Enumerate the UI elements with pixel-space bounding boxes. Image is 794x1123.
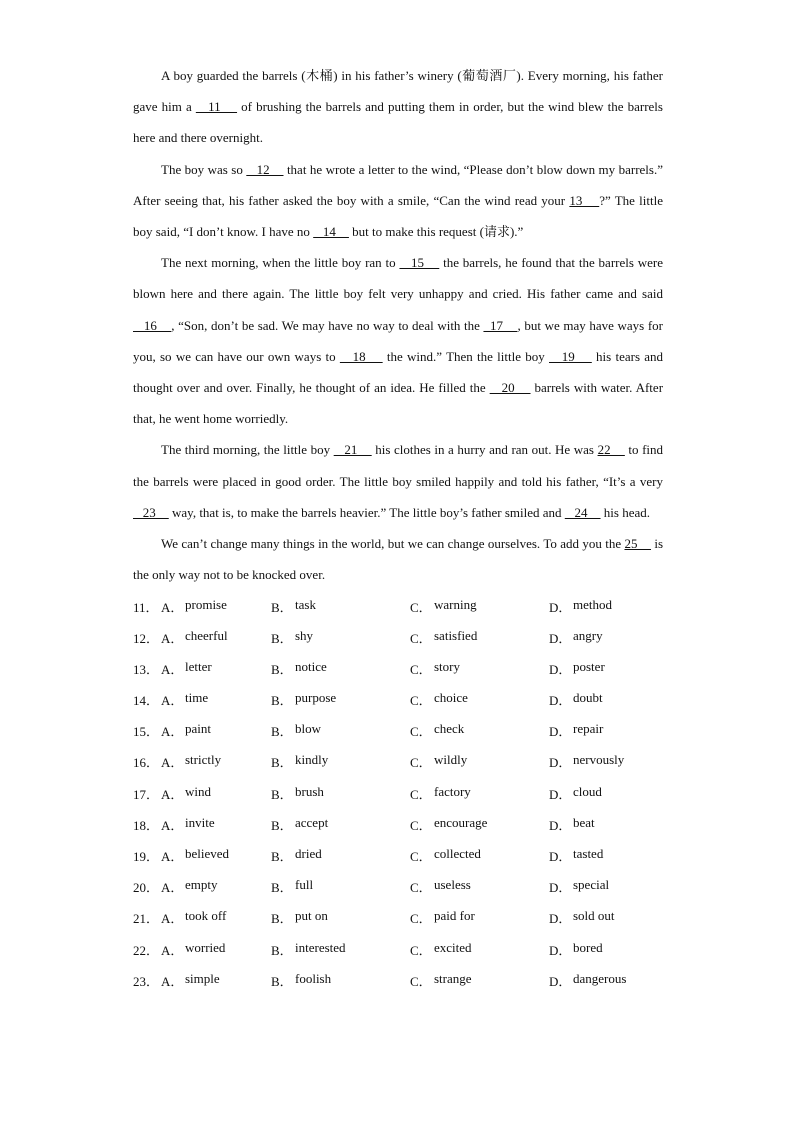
option-text: dangerous xyxy=(573,970,627,986)
option-letter: C． xyxy=(410,693,432,709)
question-number: 20． xyxy=(133,880,160,896)
option-text: doubt xyxy=(573,690,603,706)
question-row xyxy=(133,590,663,621)
option-b xyxy=(271,721,410,740)
passage-text: , but we may have ways for you, so we can have our own ways to xyxy=(133,317,663,364)
question-row xyxy=(133,715,663,746)
blank-21: 21 xyxy=(333,442,372,458)
question-row xyxy=(133,746,663,777)
option-letter: A． xyxy=(161,973,184,989)
option-text: paid for xyxy=(434,908,475,924)
option-letter: B． xyxy=(271,630,293,646)
option-text: check xyxy=(434,721,465,737)
option-letter: B． xyxy=(271,911,293,927)
option-a xyxy=(161,815,271,834)
option-letter: B． xyxy=(271,942,293,958)
blank-20: 20 xyxy=(489,380,531,396)
option-text: simple xyxy=(185,970,220,986)
option-text: collected xyxy=(434,846,481,862)
option-a xyxy=(161,784,271,803)
option-c xyxy=(410,690,549,709)
option-letter: A． xyxy=(161,786,184,802)
question-row xyxy=(133,840,663,871)
option-text: nervously xyxy=(573,752,625,768)
option-d xyxy=(549,597,659,616)
option-letter: C． xyxy=(410,786,432,802)
option-b xyxy=(271,628,410,647)
option-text: method xyxy=(573,596,612,612)
blank-14: 14 xyxy=(313,224,349,240)
option-letter: D． xyxy=(549,630,572,646)
option-letter: A． xyxy=(161,817,184,833)
option-text: full xyxy=(295,877,314,893)
option-a xyxy=(161,971,271,990)
passage-text: of brushing the barrels and putting them in order, but the wind blew the barrels here and there overnight. xyxy=(133,99,663,146)
option-letter: D． xyxy=(549,942,572,958)
option-a xyxy=(161,721,271,740)
question-row xyxy=(133,871,663,902)
option-letter: D． xyxy=(549,973,572,989)
question-number: 19． xyxy=(133,849,160,865)
answer-options xyxy=(133,590,663,995)
option-letter: B． xyxy=(271,880,293,896)
question-row xyxy=(133,684,663,715)
option-letter: D． xyxy=(549,661,572,677)
option-letter: D． xyxy=(549,693,572,709)
option-d xyxy=(549,877,659,896)
passage-text: ?” The little boy said, “I don’t know. I have no xyxy=(133,192,663,240)
option-text: angry xyxy=(573,627,603,643)
option-letter: C． xyxy=(410,724,432,740)
option-a xyxy=(161,597,271,616)
option-c xyxy=(410,940,549,959)
passage-paragraph-3 xyxy=(133,247,663,434)
option-b xyxy=(271,846,410,865)
question-number: 12． xyxy=(133,630,160,646)
option-b xyxy=(271,659,410,678)
option-d xyxy=(549,659,659,678)
question-number: 17． xyxy=(133,786,160,802)
option-text: factory xyxy=(434,783,471,799)
option-d xyxy=(549,815,659,834)
option-letter: C． xyxy=(410,880,432,896)
option-text: strange xyxy=(434,970,472,986)
option-text: cheerful xyxy=(185,627,228,643)
option-text: notice xyxy=(295,658,327,674)
option-letter: A． xyxy=(161,724,184,740)
option-d xyxy=(549,628,659,647)
option-c xyxy=(410,659,549,678)
option-text: cloud xyxy=(573,783,602,799)
passage-text: his clothes in a hurry and ran out. He was xyxy=(371,442,598,458)
option-text: excited xyxy=(434,939,472,955)
option-letter: B． xyxy=(271,755,293,771)
passage-text: the wind.” Then the little boy xyxy=(382,348,550,364)
option-text: tasted xyxy=(573,846,604,862)
option-b xyxy=(271,877,410,896)
option-text: paint xyxy=(185,721,211,737)
passage-text: way, that is, to make the barrels heavier.” The little boy’s father smiled and xyxy=(168,504,565,520)
option-b xyxy=(271,908,410,927)
passage-text: to find the barrels were placed in good order. The little boy smiled happily and told his father, “It’s a very xyxy=(133,442,664,489)
question-row xyxy=(133,653,663,684)
option-letter: C． xyxy=(410,911,432,927)
question-number: 23． xyxy=(133,973,160,989)
blank-19: 19 xyxy=(549,348,592,364)
option-letter: C． xyxy=(410,630,432,646)
option-c xyxy=(410,628,549,647)
option-letter: D． xyxy=(549,911,572,927)
option-c xyxy=(410,908,549,927)
blank-24: 24 xyxy=(564,504,601,520)
blank-25: 25 xyxy=(624,536,651,552)
option-c xyxy=(410,597,549,616)
option-text: interested xyxy=(295,939,346,955)
question-number: 16． xyxy=(133,755,160,771)
passage-text: A boy guarded the barrels (木桶) in his father’s winery (葡萄酒厂). Every morning, his father gave him a xyxy=(133,68,663,115)
option-text: invite xyxy=(185,814,215,830)
blank-11: 11 xyxy=(195,99,238,115)
option-a xyxy=(161,877,271,896)
option-text: empty xyxy=(185,877,218,893)
question-number: 11． xyxy=(133,599,159,615)
option-d xyxy=(549,721,659,740)
question-row xyxy=(133,965,663,996)
passage-text: The third morning, the little boy xyxy=(161,442,334,458)
option-b xyxy=(271,597,410,616)
option-text: special xyxy=(573,877,610,893)
option-text: kindly xyxy=(295,752,329,768)
option-letter: C． xyxy=(410,942,432,958)
option-text: believed xyxy=(185,846,230,862)
passage-paragraph-1 xyxy=(133,60,663,154)
option-letter: A． xyxy=(161,599,184,615)
option-letter: B． xyxy=(271,693,293,709)
option-letter: B． xyxy=(271,973,293,989)
question-number: 22． xyxy=(133,942,160,958)
option-b xyxy=(271,940,410,959)
option-letter: C． xyxy=(410,661,432,677)
option-letter: D． xyxy=(549,880,572,896)
option-a xyxy=(161,940,271,959)
option-letter: A． xyxy=(161,661,184,677)
option-text: worried xyxy=(185,939,226,955)
option-text: poster xyxy=(573,658,605,674)
passage-text: , “Son, don’t be sad. We may have no way to deal with the xyxy=(171,317,484,333)
blank-17: _17 xyxy=(483,317,518,333)
option-letter: D． xyxy=(549,786,572,802)
option-letter: B． xyxy=(271,724,293,740)
option-c xyxy=(410,815,549,834)
option-a xyxy=(161,752,271,771)
option-letter: D． xyxy=(549,849,572,865)
option-letter: D． xyxy=(549,599,572,615)
blank-12: 12 xyxy=(246,161,284,177)
option-c xyxy=(410,784,549,803)
option-text: took off xyxy=(185,908,227,924)
blank-15: 15 xyxy=(399,255,440,271)
option-b xyxy=(271,815,410,834)
option-text: choice xyxy=(434,690,468,706)
blank-13: 13 xyxy=(569,192,600,208)
option-letter: B． xyxy=(271,849,293,865)
option-text: wind xyxy=(185,783,211,799)
option-text: strictly xyxy=(185,752,222,768)
option-d xyxy=(549,846,659,865)
option-text: letter xyxy=(185,658,212,674)
option-letter: A． xyxy=(161,755,184,771)
option-text: satisfied xyxy=(434,627,478,643)
option-a xyxy=(161,659,271,678)
passage-paragraph-4 xyxy=(133,434,663,528)
option-letter: A． xyxy=(161,849,184,865)
passage-text: that he wrote a letter to the wind, “Please don’t blow down my barrels.” After seeing that, his father asked the boy with a smile, “Can the wind read your xyxy=(133,161,663,208)
option-letter: B． xyxy=(271,599,293,615)
option-text: encourage xyxy=(434,814,488,830)
passage-text: the barrels, he found that the barrels were blown here and there again. The little boy felt very unhappy and cried. His father came and said xyxy=(133,255,664,302)
question-number: 13． xyxy=(133,661,160,677)
question-number: 21． xyxy=(133,911,160,927)
option-letter: A． xyxy=(161,693,184,709)
option-b xyxy=(271,971,410,990)
passage-paragraph-5 xyxy=(133,528,663,590)
question-row xyxy=(133,778,663,809)
option-text: put on xyxy=(295,908,328,924)
option-letter: C． xyxy=(410,849,432,865)
passage-text: The boy was so xyxy=(161,161,247,177)
question-row xyxy=(133,934,663,965)
option-letter: C． xyxy=(410,817,432,833)
option-text: foolish xyxy=(295,970,332,986)
option-c xyxy=(410,846,549,865)
option-a xyxy=(161,690,271,709)
option-d xyxy=(549,690,659,709)
option-d xyxy=(549,752,659,771)
option-text: purpose xyxy=(295,690,337,706)
option-text: useless xyxy=(434,877,471,893)
option-a xyxy=(161,628,271,647)
question-row xyxy=(133,902,663,933)
option-a xyxy=(161,846,271,865)
option-text: shy xyxy=(295,627,314,643)
option-letter: A． xyxy=(161,880,184,896)
option-a xyxy=(161,908,271,927)
option-letter: D． xyxy=(549,755,572,771)
option-d xyxy=(549,940,659,959)
option-letter: A． xyxy=(161,942,184,958)
option-c xyxy=(410,877,549,896)
blank-22: 22 xyxy=(597,442,625,458)
question-number: 15． xyxy=(133,724,160,740)
passage-text: his head. xyxy=(600,504,650,520)
option-letter: B． xyxy=(271,817,293,833)
option-letter: D． xyxy=(549,724,572,740)
question-number: 18． xyxy=(133,817,160,833)
option-c xyxy=(410,971,549,990)
option-d xyxy=(549,971,659,990)
option-text: dried xyxy=(295,846,322,862)
option-letter: B． xyxy=(271,786,293,802)
option-text: beat xyxy=(573,814,595,830)
option-letter: C． xyxy=(410,973,432,989)
option-text: wildly xyxy=(434,752,468,768)
option-b xyxy=(271,752,410,771)
option-c xyxy=(410,721,549,740)
option-text: time xyxy=(185,690,209,706)
option-text: blow xyxy=(295,721,321,737)
option-letter: A． xyxy=(161,911,184,927)
option-text: repair xyxy=(573,721,604,737)
option-text: promise xyxy=(185,596,227,612)
option-text: brush xyxy=(295,783,324,799)
option-text: story xyxy=(434,658,460,674)
option-d xyxy=(549,784,659,803)
passage-text: is the only way not to be knocked over. xyxy=(133,536,664,583)
option-letter: D． xyxy=(549,817,572,833)
option-letter: C． xyxy=(410,599,432,615)
document-page xyxy=(133,60,663,996)
option-c xyxy=(410,752,549,771)
option-text: sold out xyxy=(573,908,615,924)
question-number: 14． xyxy=(133,693,160,709)
passage-paragraph-2 xyxy=(133,154,663,248)
option-d xyxy=(549,908,659,927)
option-b xyxy=(271,784,410,803)
blank-23: 23 xyxy=(133,504,169,520)
blank-18: 18 xyxy=(339,348,383,364)
option-text: bored xyxy=(573,939,603,955)
passage-text: barrels with water. After that, he went home worriedly. xyxy=(133,380,664,427)
option-b xyxy=(271,690,410,709)
option-text: warning xyxy=(434,596,477,612)
option-letter: A． xyxy=(161,630,184,646)
question-row xyxy=(133,622,663,653)
option-letter: C． xyxy=(410,755,432,771)
passage-text: The next morning, when the little boy ran to xyxy=(161,255,400,271)
option-text: task xyxy=(295,596,316,612)
passage-text: his tears and thought over and over. Finally, he thought of an idea. He filled the xyxy=(133,348,664,396)
passage-text: but to make this request (请求).” xyxy=(348,224,524,240)
option-letter: B． xyxy=(271,661,293,677)
question-row xyxy=(133,809,663,840)
passage-text: We can’t change many things in the world, but we can change ourselves. To add you the xyxy=(161,536,625,552)
blank-16: 16 xyxy=(133,317,172,333)
option-text: accept xyxy=(295,814,329,830)
